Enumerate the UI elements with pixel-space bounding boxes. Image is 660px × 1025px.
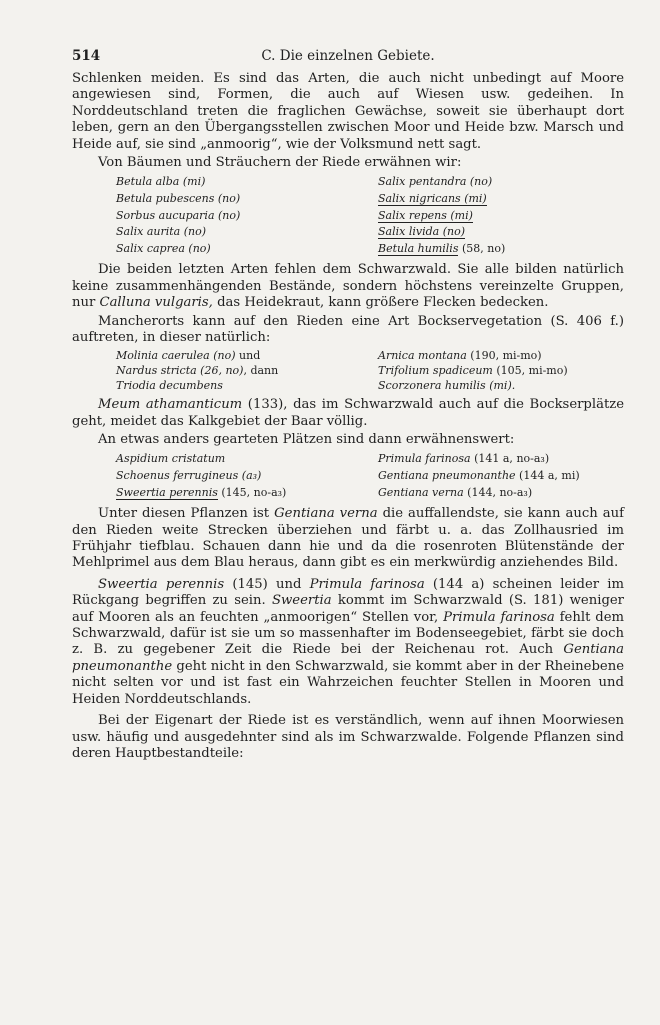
species-name: Aspidium cristatum <box>116 452 226 466</box>
plant-entry <box>116 208 378 225</box>
species-name: Trifolium spadiceum <box>378 364 493 378</box>
species-note-italic: no-a <box>253 485 278 499</box>
species-name: Schoenus ferrugineus (a₃) <box>116 469 262 483</box>
species-name: Sorbus aucuparia (no) <box>116 208 241 222</box>
species-note-end: ) <box>537 349 542 363</box>
plant-entry <box>116 485 378 502</box>
species-note-end: ) <box>563 364 568 378</box>
paragraph-8 <box>72 577 624 708</box>
plant-entry <box>116 364 378 379</box>
text-run: geht nicht in den Schwarzwald, sie kommt aber in der Rheinebene nicht selten vor und ist fast ein Wahrzeichen feuchter Stellen in Mooren und Heiden Norddeutschlands. <box>72 658 624 707</box>
species-name: Salix nigricans (mi) <box>378 192 487 206</box>
species-note: (58, <box>458 241 488 255</box>
text-run: (144 a) scheinen leider im Rückgang begriffen zu sein. <box>72 576 625 609</box>
species-name: Salix pentandra (no) <box>378 175 493 189</box>
species-note: (144 a, <box>515 469 562 483</box>
running-header <box>72 40 624 62</box>
species-note: (141 a, <box>470 452 517 466</box>
plant-entry <box>116 379 378 394</box>
plant-entry <box>116 349 378 364</box>
species-note-end: ) <box>575 469 580 483</box>
species-note-end: ) <box>500 241 506 255</box>
plant-entry <box>378 208 624 225</box>
species-note-italic: no <box>487 241 501 255</box>
plant-entry <box>378 468 624 485</box>
species-note: (190, <box>466 349 503 363</box>
species-note-end: ₃) <box>540 452 550 466</box>
italic-species: Gentiana pneumonanthe <box>72 642 624 674</box>
species-name: Triodia decumbens <box>116 378 223 392</box>
plant-entry <box>378 224 624 241</box>
plant-entry <box>378 349 624 364</box>
text-run: kommt im Schwarzwald (S. 181) weniger auf Mooren als an feuchten „anmoorigen“ Stellen vor, <box>72 593 624 625</box>
plant-entry <box>378 364 624 379</box>
species-note: (105, <box>492 364 529 378</box>
species-name: Salix livida (no) <box>378 225 465 239</box>
species-name: Gentiana pneumonanthe <box>378 469 516 483</box>
italic-species: Sweertia perennis <box>98 576 225 592</box>
plant-entry <box>116 174 378 191</box>
paragraph-3: Die beiden letzten Arten fehlen dem Schwarzwald. Sie alle bilden natürlich keine zusammenhängenden Bestände, sondern höchstens vereinzelte Gruppen, nur Calluna vulgaris, das Heidekraut, kann größere Flecken bedecken. <box>72 262 624 311</box>
species-name: Betula pubescens (no) <box>116 192 241 206</box>
species-note: und <box>235 349 261 363</box>
species-name: Arnica montana <box>378 349 467 363</box>
section-title: C. Die einzelnen Gebiete. <box>261 48 435 64</box>
page-number: 514 <box>72 48 101 64</box>
species-note-italic: mi-mo <box>528 364 564 378</box>
plant-entry <box>116 241 378 258</box>
species-name: Sweertia perennis <box>116 485 218 499</box>
paragraph-6: An etwas anders gearteten Plätzen sind dann erwähnenswert: <box>98 432 515 448</box>
plant-entry <box>378 191 624 208</box>
species-note: , dann <box>243 364 279 378</box>
italic-species: Primula farinosa <box>309 576 425 592</box>
plant-entry <box>116 451 378 468</box>
species-note-italic: mi-mo <box>502 349 538 363</box>
species-name: Primula farinosa <box>378 452 471 466</box>
paragraph-4: Mancherorts kann auf den Rieden eine Art Bockservegetation (S. 406 f.) auftreten, in dieser natürlich: <box>72 313 624 346</box>
species-name: Nardus stricta (26, no) <box>116 364 244 378</box>
species-note-italic: mi <box>561 469 576 483</box>
species-note-end: ₃) <box>277 485 287 499</box>
italic-species: Primula farinosa <box>443 609 555 625</box>
plant-list-places <box>116 451 624 501</box>
plant-entry <box>378 451 624 468</box>
plant-entry <box>378 241 624 258</box>
paragraph-2: Von Bäumen und Sträuchern der Riede erwähnen wir: <box>98 155 462 171</box>
species-note: (144, <box>463 485 500 499</box>
plant-entry <box>116 191 378 208</box>
species-name: Betula alba (mi) <box>116 175 206 189</box>
plant-list-bockser <box>116 349 624 393</box>
plant-entry <box>378 379 624 394</box>
paragraph-5: Meum athamanticum (133), das im Schwarzwald auch auf die Bockserplätze geht, meidet das Kalkgebiet der Baar völlig. <box>72 397 625 429</box>
species-name: Gentiana verna <box>378 485 464 499</box>
plant-entry <box>378 174 624 191</box>
paragraph-9: Bei der Eigenart der Riede ist es verständlich, wenn auf ihnen Moorwiesen usw. häufig und ausgedehnter sind als im Schwarzwalde. Folgende Pflanzen sind deren Hauptbestandteile: <box>72 713 624 761</box>
species-name: Scorzonera humilis (mi). <box>378 378 516 392</box>
paragraph-1: Schlenken meiden. Es sind das Arten, die auch nicht unbedingt auf Moore angewiesen sind, Formen, die auch auf Wiesen usw. gedeihen. In Norddeutschland treten die fraglichen Gewächse, soweit sie überhaupt dort leben, gern an den Übergangsstellen zwischen Moor und Heide bzw. Marsch und Heide auf, sie sind „anmoorig“, wie der Volksmund nett sagt. <box>72 71 624 152</box>
species-note-italic: no-a <box>516 452 541 466</box>
book-page <box>72 40 624 762</box>
species-name: Salix caprea (no) <box>116 241 211 255</box>
species-note-italic: no-a <box>499 485 524 499</box>
text-run: fehlt dem Schwarzwald, dafür ist sie um so massenhafter im Bodenseegebiet, färbt sie doch z. B. zu gegebener Zeit die Riede bei der Reichenau rot. Auch <box>72 609 625 658</box>
species-note: (145, <box>217 485 254 499</box>
plant-entry <box>116 468 378 485</box>
plant-entry <box>116 224 378 241</box>
text-run: (145) und <box>224 576 310 592</box>
plant-entry <box>378 485 624 502</box>
paragraph-7: Unter diesen Pflanzen ist Gentiana verna die auffallendste, sie kann auch auf den Rieden weite Strecken überziehen und färbt u. a. das Zollhausried im Frühjahr tiefblau. Schauen dann hie und da die rosenroten Blütenstände der Mehlprimel aus dem Blau heraus, dann gibt es ein merkwürdig anziehendes Bild. <box>72 506 624 571</box>
species-name: Betula humilis <box>378 241 459 255</box>
species-name: Salix repens (mi) <box>378 208 473 222</box>
species-name: Salix aurita (no) <box>116 225 207 239</box>
species-note-end: ₃) <box>523 485 533 499</box>
species-name: Molinia caerulea (no) <box>116 349 236 363</box>
italic-species: Sweertia <box>271 593 332 609</box>
plant-list-trees <box>116 174 624 257</box>
